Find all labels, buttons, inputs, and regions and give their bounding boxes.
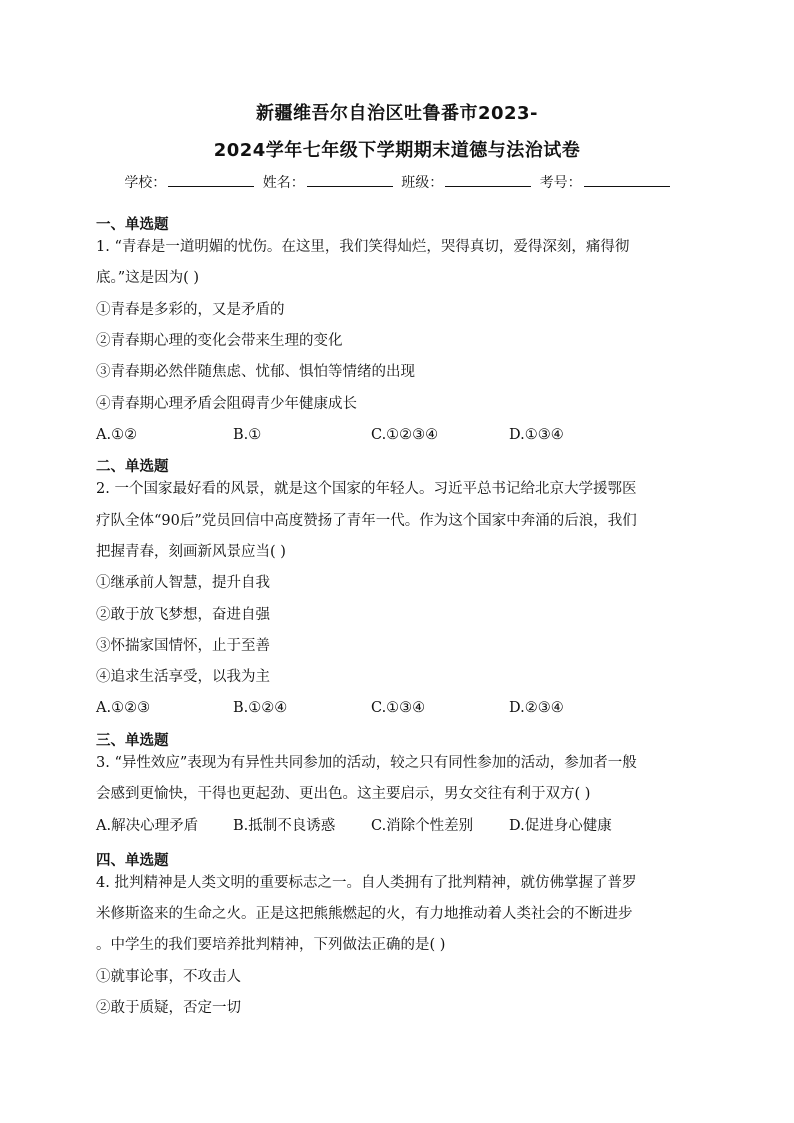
section-heading: 三、单选题 [96,733,169,749]
question-stem-line: 4. 批判精神是人类文明的重要标志之一。自人类拥有了批判精神，就仿佛掌握了普罗 [96,875,637,891]
exam-number-field[interactable]: 考号： [540,172,670,192]
section-heading: 二、单选题 [96,459,169,475]
class-field[interactable]: 班级： [401,172,531,192]
option-d[interactable]: D.②③④ [509,700,564,716]
school-field[interactable]: 学校： [124,172,254,192]
exam-title-line-1: 新疆维吾尔自治区吐鲁番市2023- [255,103,539,124]
statement: ②敢于质疑，否定一切 [96,1000,241,1016]
option-a[interactable]: A.①②③ [96,700,151,716]
option-c[interactable]: C.消除个性差别 [371,818,474,834]
question-stem-line: 2. 一个国家最好看的风景，就是这个国家的年轻人。习近平总书记给北京大学援鄂医 [96,481,637,497]
statement: ③青春期必然伴随焦虑、忧郁、惧怕等情绪的出现 [96,364,415,380]
section-heading: 一、单选题 [96,217,169,233]
statement: ②青春期心理的变化会带来生理的变化 [96,333,343,349]
option-a[interactable]: A.①② [96,427,138,443]
question-stem-line: 米修斯盗来的生命之火。正是这把熊熊燃起的火，有力地推动着人类社会的不断进步 [96,906,633,922]
statement: ①青春是多彩的，又是矛盾的 [96,302,285,318]
option-b[interactable]: B.① [233,427,262,443]
section-heading: 四、单选题 [96,853,169,869]
question-stem-line: 底。”这是因为( ) [96,270,200,286]
option-c[interactable]: C.①②③④ [371,427,439,443]
question-stem-line: 疗队全体“90后”党员回信中高度赞扬了青年一代。作为这个国家中奔涌的后浪，我们 [96,513,637,529]
option-d[interactable]: D.促进身心健康 [509,818,612,834]
option-b[interactable]: B.抵制不良诱惑 [233,818,336,834]
exam-number-blank[interactable] [584,172,670,187]
name-field[interactable]: 姓名： [263,172,393,192]
statement: ①继承前人智慧，提升自我 [96,575,270,591]
question-stem-line: 会感到更愉快，干得也更起劲、更出色。这主要启示，男女交往有利于双方( ) [96,786,591,802]
class-blank[interactable] [445,172,531,187]
option-a[interactable]: A.解决心理矛盾 [96,818,199,834]
option-d[interactable]: D.①③④ [509,427,564,443]
name-blank[interactable] [307,172,393,187]
question-stem-line: 把握青春，刻画新风景应当( ) [96,544,286,560]
statement: ③怀揣家国情怀，止于至善 [96,638,270,654]
student-info-fields [0,172,794,192]
option-c[interactable]: C.①③④ [371,700,426,716]
question-stem-line: 1. “青春是一道明媚的忧伤。在这里，我们笑得灿烂，哭得真切，爱得深刻，痛得彻 [96,239,630,255]
exam-title-line-2: 2024学年七年级下学期期末道德与法治试卷 [213,140,581,161]
question-stem-line: 。中学生的我们要培养批判精神，下列做法正确的是( ) [96,937,446,953]
statement: ④青春期心理矛盾会阻碍青少年健康成长 [96,396,357,412]
statement: ①就事论事，不攻击人 [96,969,241,985]
statement: ④追求生活享受，以我为主 [96,669,270,685]
question-stem-line: 3. “异性效应”表现为有异性共同参加的活动，较之只有同性参加的活动，参加者一般 [96,755,637,771]
option-b[interactable]: B.①②④ [233,700,288,716]
school-blank[interactable] [168,172,254,187]
statement: ②敢于放飞梦想，奋进自强 [96,607,270,623]
